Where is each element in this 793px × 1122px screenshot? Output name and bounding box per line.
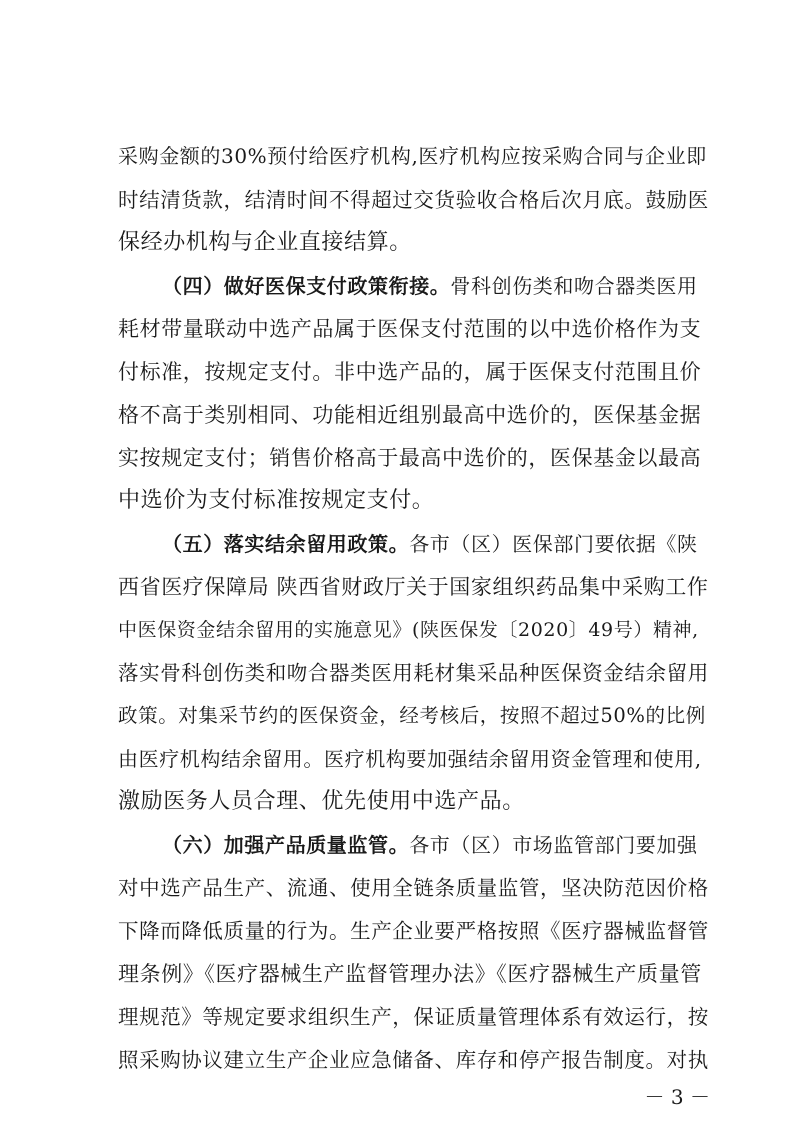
paragraph-line: 理条例》《医疗器械生产监督管理办法》《医疗器械生产质量管 bbox=[118, 962, 702, 986]
paragraph-line: 耗材带量联动中选产品属于医保支付范围的以中选价格作为支 bbox=[118, 317, 702, 341]
section-five-line: （五）落实结余留用政策。各市（区）医保部门要依据《陕 bbox=[162, 532, 698, 556]
section-six-line: （六）加强产品质量监管。各市（区）市场监管部门要加强 bbox=[162, 833, 698, 857]
paragraph-line: 政策。对集采节约的医保资金，经考核后，按照不超过50%的比例 bbox=[118, 704, 706, 727]
paragraph-line: 落实骨科创伤类和吻合器类医用耗材集采品种医保资金结余留用 bbox=[118, 661, 709, 685]
paragraph-line: 付标准，按规定支付。非中选产品的，属于医保支付范围且价 bbox=[118, 360, 702, 384]
paragraph-line: 实按规定支付；销售价格高于最高中选价的，医保基金以最高 bbox=[118, 446, 702, 470]
paragraph-line: 西省医疗保障局 陕西省财政厅关于国家组织药品集中采购工作 bbox=[118, 575, 709, 599]
paragraph-line: 保经办机构与企业直接结算。 bbox=[118, 230, 412, 255]
paragraph-line: 激励医务人员合理、优先使用中选产品。 bbox=[118, 789, 525, 814]
paragraph-line: 由医疗机构结余留用。医疗机构要加强结余留用资金管理和使用, bbox=[118, 747, 702, 771]
paragraph-line: 下降而降低质量的行为。生产企业要严格按照《医疗器械监督管 bbox=[118, 919, 709, 943]
section-heading-six: （六）加强产品质量监管。 bbox=[162, 833, 410, 857]
paragraph-line: 采购金额的30%预付给医疗机构,医疗机构应按采购合同与企业即 bbox=[118, 144, 707, 168]
paragraph-line: 中选价为支付标准按规定支付。 bbox=[118, 488, 435, 513]
paragraph-line: 对中选产品生产、流通、使用全链条质量监管，坚决防范因价格 bbox=[118, 876, 709, 900]
paragraph-line: 中医保资金结余留用的实施意见》(陕医保发〔2020〕49号）精神, bbox=[118, 619, 699, 641]
section-four-line: （四）做好医保支付政策衔接。骨科创伤类和吻合器类医用 bbox=[162, 274, 698, 298]
section-heading-four: （四）做好医保支付政策衔接。 bbox=[162, 274, 451, 298]
page-number: － 3 － bbox=[644, 1085, 710, 1109]
paragraph-line: 照采购协议建立生产企业应急储备、库存和停产报告制度。对执 bbox=[118, 1048, 709, 1072]
paragraph-line: 时结清货款，结清时间不得超过交货验收合格后次月底。鼓励医 bbox=[118, 188, 709, 212]
paragraph-line: 格不高于类别相同、功能相近组别最高中选价的，医保基金据 bbox=[118, 403, 702, 427]
section-heading-five: （五）落实结余留用政策。 bbox=[162, 532, 410, 556]
paragraph-line: 理规范》等规定要求组织生产，保证质量管理体系有效运行，按 bbox=[118, 1005, 709, 1029]
